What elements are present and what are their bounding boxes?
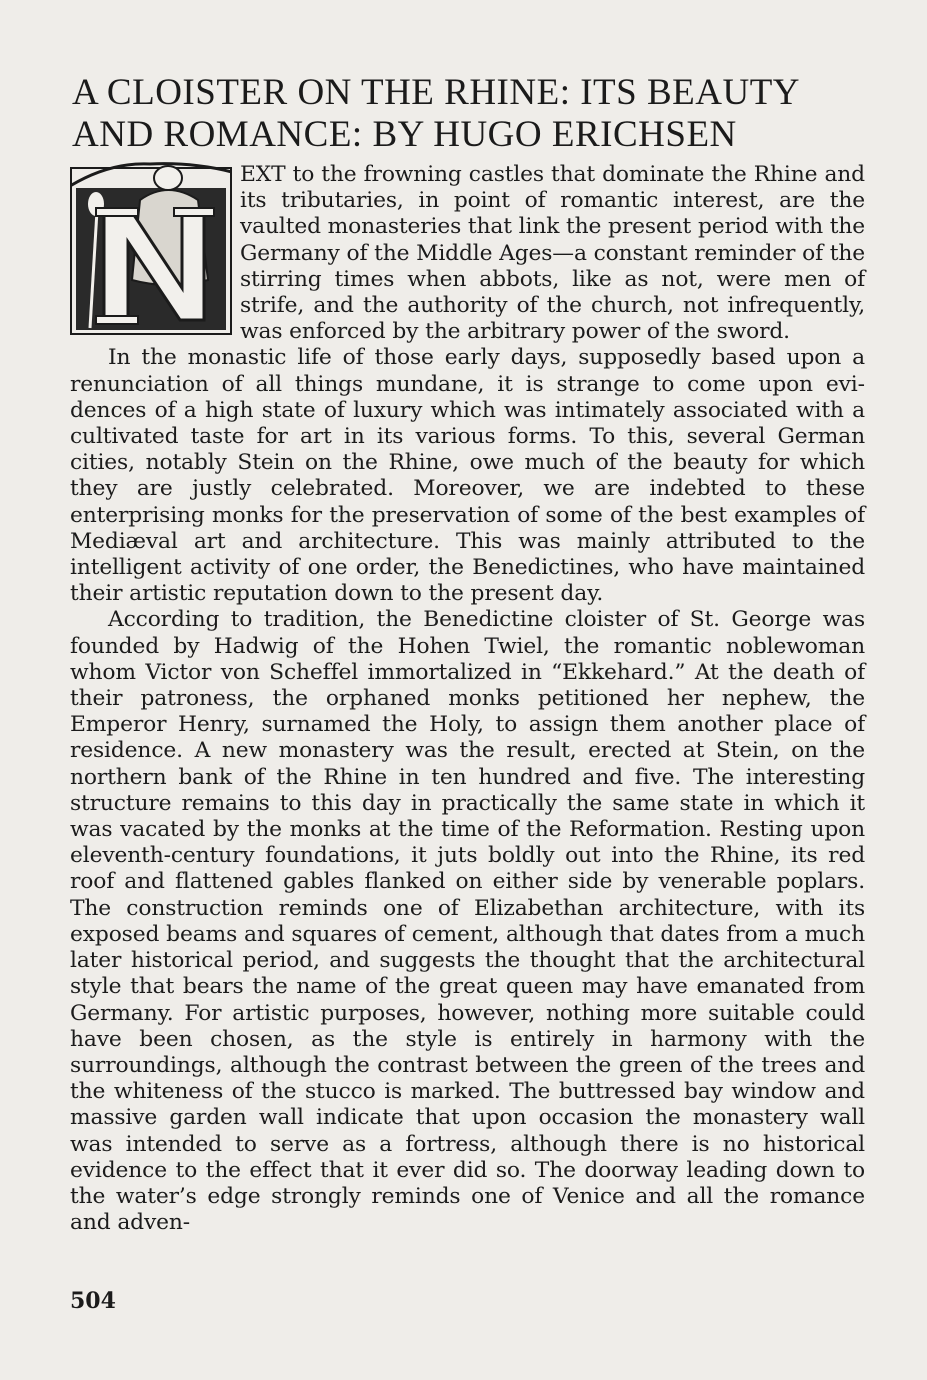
article-title: [72, 72, 865, 156]
paragraph-2: In the monastic life of those early days, supposedly based upon a renunciation of all things mundane, it is strange to come upon evidences of a high state of luxury which was intimately associated with a cultivated taste for art in its various forms. To this, several German cities, notably Stein on the Rhine, owe much of the beauty for which they are justly celebrated. Moreover, we are indebted to these enterprising monks for the preservation of some of the best examples of Mediæval art and architecture. This was mainly attributed to the intelligent activity of one order, the Benedictines, who have maintained their artistic reputation down to the present day.: [70, 345, 865, 607]
page-number: 504: [70, 1288, 116, 1314]
article-body: [70, 162, 865, 1236]
drop-cap-letter: N: [70, 160, 71, 161]
paragraph-3: According to tradition, the Benedictine cloister of St. George was founded by Hadwig of the Hohen Twiel, the romantic noblewoman whom Victor von Scheffel immortalized in “Ekkehard.” At the death of their patroness, the orphaned monks petitioned her nephew, the Emperor Henry, surnamed the Holy, to assign them another place of residence. A new monastery was the result, erected at Stein, on the northern bank of the Rhine in ten hundred and five. The interesting structure remains to this day in practically the same state in which it was vacated by the monks at the time of the Reformation. Resting upon eleventh-century foundations, it juts boldly out into the Rhine, its red roof and flattened gables flanked on either side by venerable poplars. The construction reminds one of Elizabethan architecture, with its exposed beams and squares of cement, although that dates from a much later historical period, and suggests the thought that the architectural style that bears the name of the great queen may have emanated from Germany. For artistic purposes, however, nothing more suitable could have been chosen, as the style is entirely in harmony with the surroundings, although the contrast between the green of the trees and the whiteness of the stucco is marked. The buttressed bay window and massive garden wall indicate that upon occasion the monastery wall was intended to serve as a fortress, although there is no historical evidence to the effect that it ever did so. The doorway leading down to the water’s edge strongly reminds one of Venice and all the romance and adven-: [70, 607, 865, 1236]
drop-cap-illustration: [70, 160, 232, 336]
paragraph-1: EXT to the frowning castles that dominate the Rhine and its tributaries, in point of romantic interest, are the vaulted monasteries that link the present period with the Germany of the Middle Ages—a constant reminder of the stirring times when abbots, like as not, were men of strife, and the authority of the church, not infrequently, was enforced by the arbitrary power of the sword.: [240, 162, 866, 345]
title-line-1: A CLOISTER ON THE RHINE: ITS BEAUTY: [72, 72, 801, 113]
title-line-2: AND ROMANCE: BY HUGO ERICHSEN: [72, 114, 737, 155]
article-page: [70, 72, 865, 1236]
